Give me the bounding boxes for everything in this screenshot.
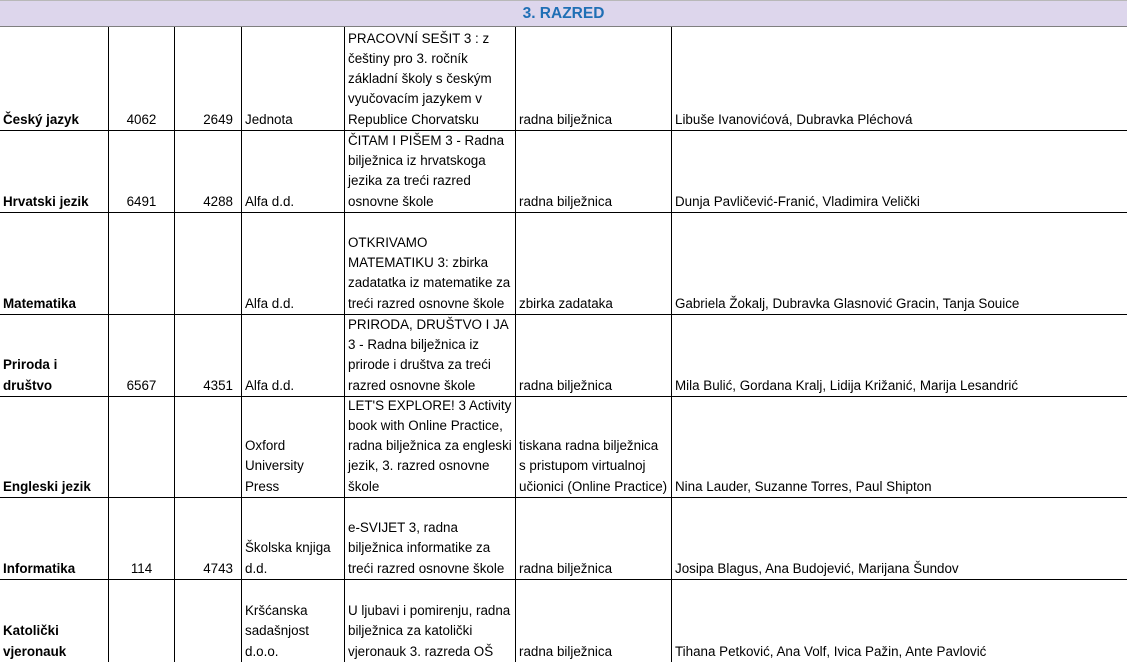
material-type-cell[interactable]: zbirka zadataka	[516, 213, 672, 314]
material-type-cell[interactable]: radna bilježnica	[516, 580, 672, 662]
code1-cell[interactable]	[109, 580, 175, 662]
book-title-cell[interactable]: U ljubavi i pomirenju, radna bilježnica za katolički vjeronauk 3. razreda OŠ	[345, 580, 516, 662]
table-row[interactable]	[0, 580, 1127, 662]
authors-cell[interactable]: Libuše Ivanovićová, Dubravka Pléchová	[675, 111, 913, 127]
table-row[interactable]	[0, 131, 1127, 213]
code1-cell[interactable]: 4062	[109, 27, 175, 130]
book-title-cell[interactable]: LET'S EXPLORE! 3 Activity book with Online Practice, radna bilježnica za engleski jezik, 3. razred osnovne škole	[345, 397, 516, 497]
publisher-cell[interactable]: Oxford University Press	[242, 397, 345, 497]
code1-cell[interactable]: 6491	[109, 131, 175, 212]
code1-cell[interactable]: 6567	[109, 315, 175, 396]
material-type-cell[interactable]: radna bilježnica	[516, 131, 672, 212]
code1-cell[interactable]	[109, 213, 175, 314]
code1-cell[interactable]: 114	[109, 498, 175, 579]
table-row[interactable]	[0, 27, 1127, 131]
table-row[interactable]	[0, 498, 1127, 580]
subject-cell[interactable]: Český jazyk	[0, 27, 109, 130]
table-row[interactable]	[0, 213, 1127, 315]
subject-cell[interactable]: Informatika	[0, 498, 109, 579]
book-title-cell[interactable]: ČITAM I PIŠEM 3 - Radna bilježnica iz hrvatskoga jezika za treći razred osnovne škole	[345, 131, 516, 212]
authors-cell[interactable]: Tihana Petković, Ana Volf, Ivica Pažin, Ante Pavlović	[675, 643, 987, 659]
book-title-cell[interactable]: PRACOVNÍ SEŠIT 3 : z češtiny pro 3. ročník základní školy s českým vyučovacím jazykem v Republice Chorvatsku	[345, 27, 516, 130]
material-type-cell[interactable]: radna bilježnica	[516, 498, 672, 579]
authors-cell[interactable]: Gabriela Žokalj, Dubravka Glasnović Gracin, Tanja Souice	[675, 295, 1020, 311]
subject-cell[interactable]: Hrvatski jezik	[0, 131, 109, 212]
code1-cell[interactable]	[109, 397, 175, 497]
material-type-cell[interactable]: radna bilježnica	[516, 315, 672, 396]
code2-cell[interactable]	[175, 397, 242, 497]
code2-cell[interactable]: 2649	[175, 27, 242, 130]
grade-header[interactable]: 3. RAZRED	[0, 0, 1127, 27]
book-title-cell[interactable]: PRIRODA, DRUŠTVO I JA 3 - Radna bilježnica iz prirode i društva za treći razred osnovne škole	[345, 315, 516, 396]
subject-cell[interactable]: Engleski jezik	[0, 397, 109, 497]
book-title-cell[interactable]: e-SVIJET 3, radna bilježnica informatike za treći razred osnovne škole	[345, 498, 516, 579]
code2-cell[interactable]	[175, 580, 242, 662]
code2-cell[interactable]: 4743	[175, 498, 242, 579]
subject-cell[interactable]: Matematika	[0, 213, 109, 314]
publisher-cell[interactable]: Kršćanska sadašnjost d.o.o.	[242, 580, 345, 662]
authors-cell[interactable]: Dunja Pavličević-Franić, Vladimira Velički	[675, 193, 920, 209]
authors-cell[interactable]: Nina Lauder, Suzanne Torres, Paul Shipton	[675, 478, 932, 494]
table-row[interactable]	[0, 315, 1127, 397]
code2-cell[interactable]: 4351	[175, 315, 242, 396]
book-title-cell[interactable]: OTKRIVAMO MATEMATIKU 3: zbirka zadatatka iz matematike za treći razred osnovne škole	[345, 213, 516, 314]
publisher-cell[interactable]: Alfa d.d.	[242, 315, 345, 396]
table-row[interactable]	[0, 397, 1127, 498]
code2-cell[interactable]	[175, 213, 242, 314]
publisher-cell[interactable]: Alfa d.d.	[242, 213, 345, 314]
material-type-cell[interactable]: tiskana radna bilježnica s pristupom virtualnoj učionici (Online Practice)	[516, 397, 672, 497]
material-type-cell[interactable]: radna bilježnica	[516, 27, 672, 130]
publisher-cell[interactable]: Jednota	[242, 27, 345, 130]
subject-cell[interactable]: Katolički vjeronauk	[0, 580, 109, 662]
publisher-cell[interactable]: Školska knjiga d.d.	[242, 498, 345, 579]
authors-cell[interactable]: Josipa Blagus, Ana Budojević, Marijana Šundov	[675, 560, 959, 576]
subject-cell[interactable]: Priroda i društvo	[0, 315, 109, 396]
publisher-cell[interactable]: Alfa d.d.	[242, 131, 345, 212]
authors-cell[interactable]: Mila Bulić, Gordana Kralj, Lidija Križanić, Marija Lesandrić	[675, 377, 1019, 393]
code2-cell[interactable]: 4288	[175, 131, 242, 212]
